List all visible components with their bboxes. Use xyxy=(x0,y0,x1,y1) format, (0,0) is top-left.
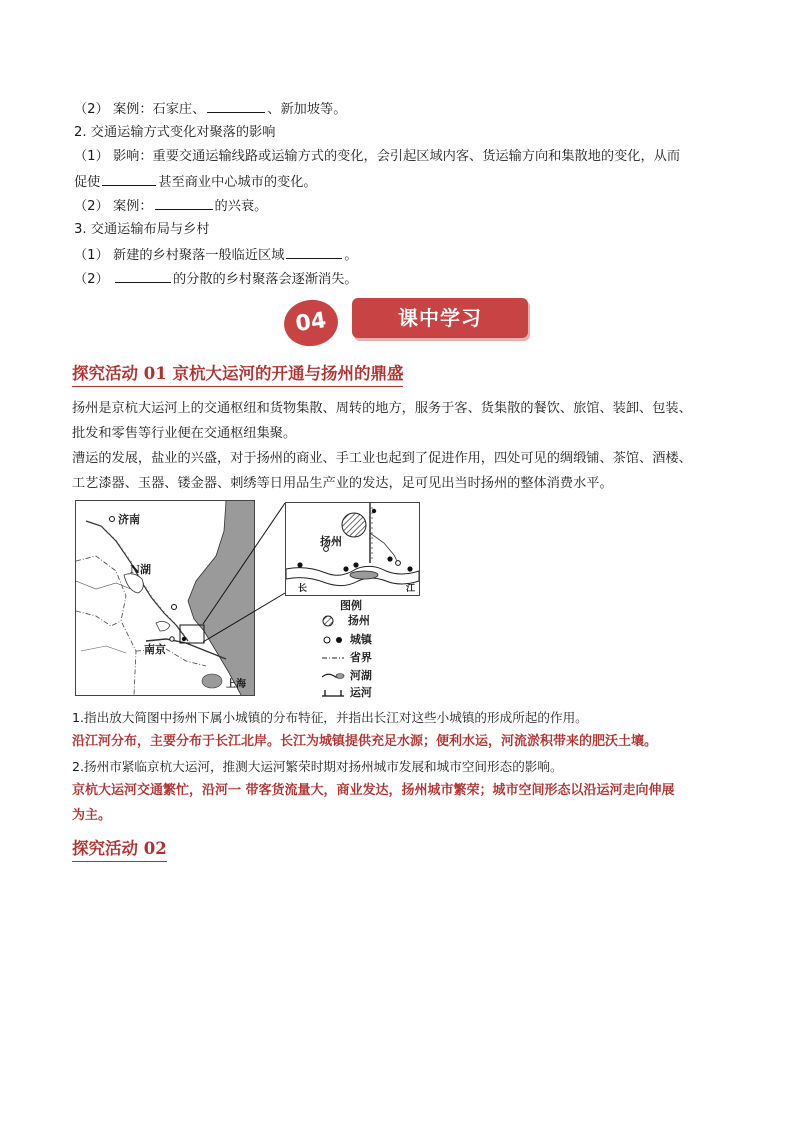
question-1: 1.指出放大简图中扬州下属小城镇的分布特征，并指出长江对这些小城镇的形成所起的作用。 xyxy=(72,710,588,725)
blank-field[interactable] xyxy=(207,97,265,113)
activity1-paragraph-1 xyxy=(72,396,732,446)
river-icon xyxy=(322,670,346,682)
impact-line-2 xyxy=(74,170,724,195)
para1-line-1: 扬州是京杭大运河上的交通枢纽和货物集散、周转的地方，服务于客、货集散的餐饮、旅馆、装卸、包装、 xyxy=(72,401,692,416)
rural-line-2 xyxy=(74,267,724,292)
legend-town xyxy=(322,631,372,647)
section2-title: 2. 交通运输方式变化对聚落的影响 xyxy=(74,125,276,140)
rural1-prefix: （1） 新建的乡村聚落一般临近区域 xyxy=(74,248,285,263)
inset-map xyxy=(285,502,420,596)
label-jinan: 济南 xyxy=(118,513,140,526)
rural1-suffix: 。 xyxy=(344,248,358,263)
case2-line xyxy=(74,194,724,219)
label-yangzhou-inset: 扬州 xyxy=(320,535,342,548)
impact-line-1: （1） 影响：重要交通运输线路或运输方式的变化，会引起区域内客、货运输方向和集散地的变化，从而 xyxy=(74,149,681,164)
legend-yangzhou xyxy=(322,612,370,628)
case-suffix: 、新加坡等。 xyxy=(267,102,347,117)
answer-2-line-2: 为主。 xyxy=(72,808,112,823)
legend-title: 图例 xyxy=(340,599,362,612)
rural2-suffix: 的分散的乡村聚落会逐渐消失。 xyxy=(172,272,358,287)
para2-line-2: 工艺漆器、玉器、镂金器、刺绣等日用品生产业的发达，足可见出当时扬州的整体消费水平。 xyxy=(72,476,613,491)
para2-line-1: 漕运的发展，盐业的兴盛，对于扬州的商业、手工业也起到了促进作用，四处可见的绸缎铺、茶馆、酒楼、 xyxy=(72,451,692,466)
activity1-heading: 探究活动 01 京杭大运河的开通与扬州的鼎盛 xyxy=(72,363,403,387)
dashed-line-icon xyxy=(322,652,346,664)
legend-canal-label: 运河 xyxy=(349,686,372,699)
label-chang: 长 xyxy=(298,584,308,594)
section3-title: 3. 交通运输布局与乡村 xyxy=(74,222,210,237)
section-number-badge: 04 xyxy=(281,296,341,349)
label-shanghai: 上海 xyxy=(226,679,246,690)
label-nanjing: 南京 xyxy=(144,643,166,656)
label-jiang: 江 xyxy=(406,584,416,594)
answer-2 xyxy=(72,778,732,828)
legend-river-label: 河湖 xyxy=(349,669,372,682)
blank-field[interactable] xyxy=(155,194,213,210)
impact-suffix: 甚至商业中心城市的变化。 xyxy=(158,175,317,190)
case-prefix: （2） 案例：石家庄、 xyxy=(74,102,206,117)
canal-icon xyxy=(322,687,346,699)
legend-river xyxy=(322,667,372,683)
answer-1: 沿江河分布，主要分布于长江北岸。长江为城镇提供充足水源；便利水运，河流淤积带来的肥沃土壤。 xyxy=(72,734,658,749)
town-dot-icon xyxy=(322,634,346,646)
rural2-prefix: （2） xyxy=(74,272,113,287)
impact-prefix: 促使 xyxy=(74,175,101,190)
case2-suffix: 的兴衰。 xyxy=(214,199,268,214)
zoom-connector xyxy=(180,500,290,650)
legend-canal xyxy=(322,684,372,700)
question-2: 2.扬州市紧临京杭大运河，推测大运河繁荣时期对扬州城市发展和城市空间形态的影响。 xyxy=(72,759,563,774)
answer-2-line-1: 京杭大运河交通繁忙，沿河一 带客货流量大，商业发达，扬州城市繁荣；城市空间形态以沿运河走向伸展 xyxy=(72,783,675,798)
blank-field[interactable] xyxy=(286,243,342,259)
label-n-lake: N湖 xyxy=(130,563,152,576)
legend-town-label: 城镇 xyxy=(349,633,372,646)
activity1-paragraph-2 xyxy=(72,446,732,496)
blank-field[interactable] xyxy=(102,170,156,186)
legend-boundary-label: 省界 xyxy=(349,651,372,664)
legend-yangzhou-label: 扬州 xyxy=(347,614,370,627)
case-line xyxy=(74,97,724,122)
blank-field[interactable] xyxy=(115,267,171,283)
para1-line-2: 批发和零售等行业便在交通枢纽集聚。 xyxy=(72,426,297,441)
case2-prefix: （2） 案例： xyxy=(74,199,153,214)
rural-line-1 xyxy=(74,243,724,268)
hatched-circle-icon xyxy=(322,615,336,627)
activity2-heading: 探究活动 02 xyxy=(72,838,167,862)
section-title-banner: 课中学习 xyxy=(352,298,528,338)
legend-boundary xyxy=(322,649,372,665)
